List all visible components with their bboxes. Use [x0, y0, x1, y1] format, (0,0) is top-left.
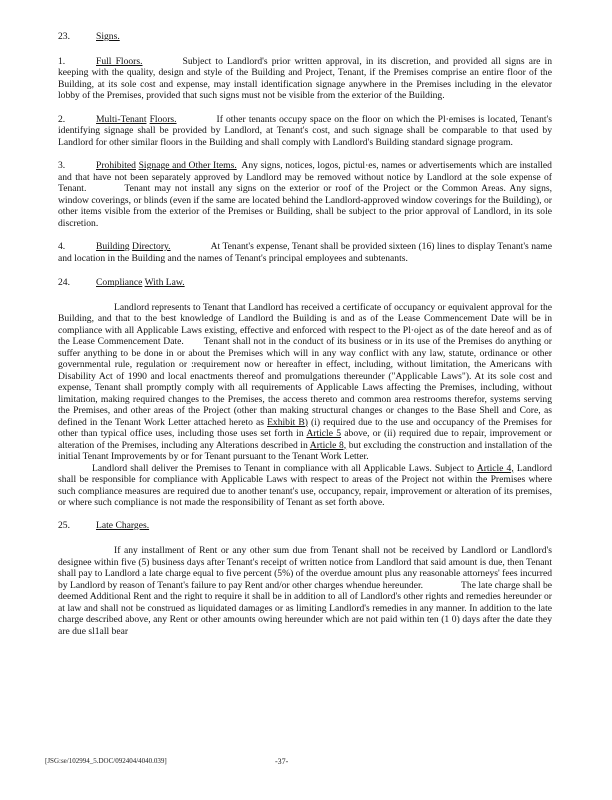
section-title-part2: With Law. [144, 277, 185, 288]
section-number: 23. [58, 31, 70, 42]
compliance-paragraph-2 [58, 463, 552, 509]
item-title-part2: Directory. [132, 241, 171, 252]
item-text-part2: Tenant may not install any signs on the exterior or roof of the Project or the Common Areas. Any signs, window coverings, or blinds (even if the same are located behind the Landlord-approved window coverings for the Building), or other items visible from the exterior of the Premises or Building, shall be subject to the prior approval of Landlord, in its sole discretion. [58, 183, 552, 229]
item-text: Subject to Landlord's prior written approval, in its discretion, and provided all signs are in keeping with the quality, design and style of the Building and Project, Tenant, if the Premises comprise an entire floor of the Building, at its sole cost and expense, may install identification signage anywhere in the Premises including in the elevator lobby of the Premises, provided that such signs must not be visible from the exterior of the Building. [58, 55, 552, 101]
paragraph-text: Landlord represents to Tenant that Landlord has received a certificate of occupancy or equivalent approval for the Building, and that to the best knowledge of Landlord the Building is and as of the Lease Commencement Date will be in compliance with all Applicable Laws existing, effective and enforced with respect to the Pl·oject as of the date hereof and as of the Lease Commencement Date. [58, 301, 552, 347]
paragraph-text: Tenant shall not in the conduct of its business or in its use of the Premises do anything or suffer anything to be done in or about the Premises which will in any way conflict with any law, statute, ordinance or other governmental rule, regulation or :requirement now or hereafter in effect, including, without limitation, the Americans with Disability Act of 1990 and local enactments thereof and promulgations thereunder ("Applicable Laws"). At its sole cost and expense, Tenant shall promptly comply with all requirements of Applicable Laws affecting the Premises, including, without limitation, making required changes to the Premises, the access thereto and common area restrooms therefor, systems serving the Premises, and other areas of the Project (other than making structural changes or changes to the Base Shell and Core, as defined in the Tenant Work Letter attached hereto as [58, 336, 552, 428]
paragraph-text: (i) required due to the use and occupancy of the Premises for other than typical office uses, including those uses set forth in [58, 416, 552, 439]
item-number: 2. [58, 113, 66, 125]
paragraph-text: If any installment of Rent or any other sum due from Tenant shall not be received by Landlord or Landlord's designee within five (5) business days after Tenant's receipt of written notice from Landlord that said amount is due, then Tenant shall pay to Landlord a late charge equal to five percent (5%) of the overdue amount plus any reasonable attorneys' fees incurred by Landlord by reason of Tenant's failure to pay Rent and/or other charges whendue hereunder. [58, 545, 552, 591]
item-text-part1: Any signs, notices, logos, pictul·es, names or advertisements which are installed and that have not been separately approved by Landlord may be removed without notice by Landlord at the sole expense of Tenant. [58, 160, 552, 194]
article-4-reference: Article 4, [476, 462, 514, 474]
paragraph-text: Landlord shall deliver the Premises to Tenant in compliance with all Applicable Laws. Subject to [92, 462, 475, 474]
section-title-part1: Compliance [96, 277, 143, 288]
late-charges-paragraph [58, 545, 552, 637]
item-title-part2: Signage and Other Items. [138, 160, 237, 171]
signs-item-1 [58, 56, 552, 102]
item-title-part1: Multi-Tenant [96, 113, 147, 125]
exhibit-b-reference: Exhibit B) [267, 416, 308, 428]
item-text: If other tenants occupy space on the floor on which the Pl·emises is located, Tenant's identifying signage shall be provided by Landlord, at Tenant's cost, and such signage shall be comparable to that used by Landlord for other similar floors in the Building and shall comply with Landlord's Building standard signage program. [58, 113, 552, 148]
section-number: 25. [58, 519, 70, 531]
paragraph-text: Landlord shall be responsible for compliance with Applicable Laws with respect to areas of the Project not within the Premises where such compliance measures are required due to another tenant's use, occupancy, repair, improvement or alteration of its premises, or where such compliance is not made the responsibility of Tenant as set forth above. [58, 462, 553, 508]
item-title: Full Floors. [96, 55, 143, 67]
paragraph-text: The late charge shall be deemed Additional Rent and the right to require it shall be in addition to all of Landlord's other rights and remedies hereunder or at law and shall not be construed as liquidated damages or as limiting Landlord's remedies in any manner. In addition to the late charge described above, any Rent or other amounts owing hereunder which are not paid within ten (1 0) days after the date they are due sl1all bear [58, 579, 552, 637]
item-number: 3. [58, 160, 66, 171]
section-24-heading [58, 277, 552, 289]
item-number: 1. [58, 55, 66, 67]
page-number: -37- [275, 757, 289, 766]
paragraph-text: but excluding the construction and installation of the initial Tenant Improvements by or for Tenant pursuant to the Tenant Work Letter. [58, 439, 552, 462]
section-23-heading [58, 31, 552, 43]
item-number: 4. [58, 241, 66, 252]
item-title-part1: Building [96, 241, 130, 252]
item-title-part2: Floors. [149, 113, 177, 125]
paragraph-text: above, or (ii) required due to repair, improvement or alteration of the Premises, including any Alterations described in [58, 428, 552, 451]
signs-item-3 [58, 160, 552, 229]
document-reference: [JSG:se/102994_5.DOC/092404/4040.039] [45, 757, 167, 765]
signs-item-4 [58, 241, 552, 264]
section-number: 24. [58, 277, 70, 288]
section-title: Late Charges. [96, 519, 150, 531]
compliance-paragraph-1 [58, 302, 552, 463]
page-content [58, 31, 552, 637]
section-title: Signs. [96, 31, 120, 42]
section-25-heading [58, 520, 552, 532]
item-title-part1: Prohibited [96, 160, 136, 171]
article-5-reference: Article 5 [306, 428, 342, 439]
signs-item-2 [58, 114, 552, 149]
article-8-reference: Article 8, [309, 439, 347, 451]
item-text: At Tenant's expense, Tenant shall be provided sixteen (16) lines to display Tenant's name and location in the Building and the names of Tenant's principal employees and subtenants. [58, 241, 552, 264]
